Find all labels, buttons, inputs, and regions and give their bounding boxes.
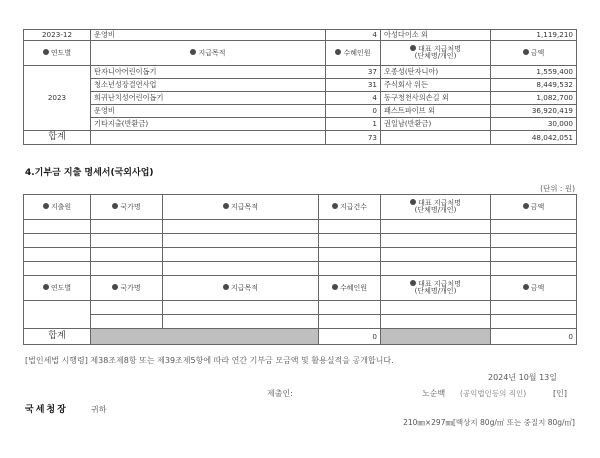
submitter-name: 노순백 [422,389,446,398]
circle-marker-icon [332,203,338,209]
payee-cell: 아성다이소 외 [381,30,491,41]
count-cell: 4 [326,30,381,41]
header-year: 연도별 [24,41,91,66]
submitter-affiliation: (공익법인등의 직인) [460,389,527,398]
table-row [24,301,577,315]
purpose-cell: 청소년성장결연사업 [91,79,326,92]
circle-marker-icon [190,49,196,55]
header-expender: 지출원 [24,195,91,220]
amount-cell: 1,559,400 [491,66,577,79]
count-cell: 37 [326,66,381,79]
amount-cell: 1,119,210 [491,30,577,41]
payee-cell: 주식회사 위든 [381,79,491,92]
header-country: 국가명 [91,195,163,220]
payee-cell: 동구청천사의손길 외 [381,92,491,105]
overseas-expenditure-table [23,194,577,345]
table-row [24,66,577,79]
circle-marker-icon [523,284,529,290]
circle-marker-icon [523,49,529,55]
table-row [24,118,577,131]
total-row [24,329,577,345]
empty-cell [381,131,491,145]
circle-marker-icon [332,284,338,290]
purpose-cell: 탄자니아어린이돕기 [91,66,326,79]
year-cell: 2023-12 [24,30,91,41]
recipient: 국세청장 [25,405,68,415]
circle-marker-icon [523,203,529,209]
circle-marker-icon [410,280,416,286]
circle-marker-icon [43,284,49,290]
table-row [24,262,577,276]
table-row [24,30,577,41]
count-cell: 4 [326,92,381,105]
payee-cell: 권일남(반환금) [381,118,491,131]
amount-cell: 30,000 [491,118,577,131]
circle-marker-icon [112,284,118,290]
amount-cell: 1,082,700 [491,92,577,105]
total-label: 합계 [24,131,91,145]
total-count: 0 [319,329,381,345]
seal-label: [인] [553,389,567,398]
circle-marker-icon [410,45,416,51]
table-header-row [24,195,577,220]
total-amount: 0 [491,329,577,345]
legal-note: [법인세법 시행령] 제38조제8항 또는 제39조제5항에 따라 연간 기부금 모금액 및 활용실적을 공개합니다. [25,356,394,365]
header-country: 국가명 [91,276,163,301]
unit-label: (단위 : 원) [540,184,575,193]
purpose-cell: 기타지출(반환금) [91,118,326,131]
paper-spec: 210㎜×297㎜[백상지 80g/㎡ 또는 중질지 80g/㎡] [403,418,575,427]
purpose-cell: 운영비 [91,105,326,118]
header-purpose: 지급목적 [91,41,326,66]
table-row [24,248,577,262]
domestic-expenditure-table [23,29,577,145]
payee-cell: 오종성(탄자니아) [381,66,491,79]
table-header-row [24,41,577,66]
table-row [24,79,577,92]
header-purpose: 지급목적 [163,276,319,301]
circle-marker-icon [43,49,49,55]
table-row [24,234,577,248]
payee-cell: 패스트파이브 외 [381,105,491,118]
purpose-cell: 운영비 [91,30,326,41]
header-amount: 금액 [491,41,577,66]
table-row [24,92,577,105]
amount-cell: 36,920,419 [491,105,577,118]
shaded-cell [91,329,319,345]
table-row [24,220,577,234]
submitter-label: 제출인: [267,389,293,398]
circle-marker-icon [223,203,229,209]
submission-date: 2024년 10월 13일 [488,373,557,382]
header-purpose: 지급목적 [163,195,319,220]
total-row [24,131,577,145]
total-count: 73 [326,131,381,145]
header-count: 지급건수 [319,195,381,220]
circle-marker-icon [112,203,118,209]
table-header-row [24,276,577,301]
circle-marker-icon [410,199,416,205]
table-row [24,105,577,118]
header-amount: 금액 [491,276,577,301]
circle-marker-icon [223,284,229,290]
header-amount: 금액 [491,195,577,220]
header-count: 수혜인원 [319,276,381,301]
count-cell: 1 [326,118,381,131]
header-payee: 대표 지급처명 (단체명/개인) [381,41,491,66]
table-row [24,315,577,329]
count-cell: 0 [326,105,381,118]
count-cell: 31 [326,79,381,92]
purpose-cell: 희귀난치성어린이돕기 [91,92,326,105]
header-year: 연도별 [24,276,91,301]
year-cell: 2023 [24,66,91,131]
amount-cell: 8,449,532 [491,79,577,92]
total-amount: 48,042,051 [491,131,577,145]
section-title: 4.기부금 지출 명세서(국외사업) [25,168,154,178]
header-payee: 대표 지급처명 (단체명/개인) [381,276,491,301]
header-count: 수혜인원 [326,41,381,66]
empty-cell [91,131,326,145]
header-payee: 대표 지급처명 (단체명/개인) [381,195,491,220]
circle-marker-icon [43,203,49,209]
honorific: 귀하 [91,405,107,414]
circle-marker-icon [335,49,341,55]
total-label: 합계 [24,329,91,345]
shaded-cell [381,329,491,345]
